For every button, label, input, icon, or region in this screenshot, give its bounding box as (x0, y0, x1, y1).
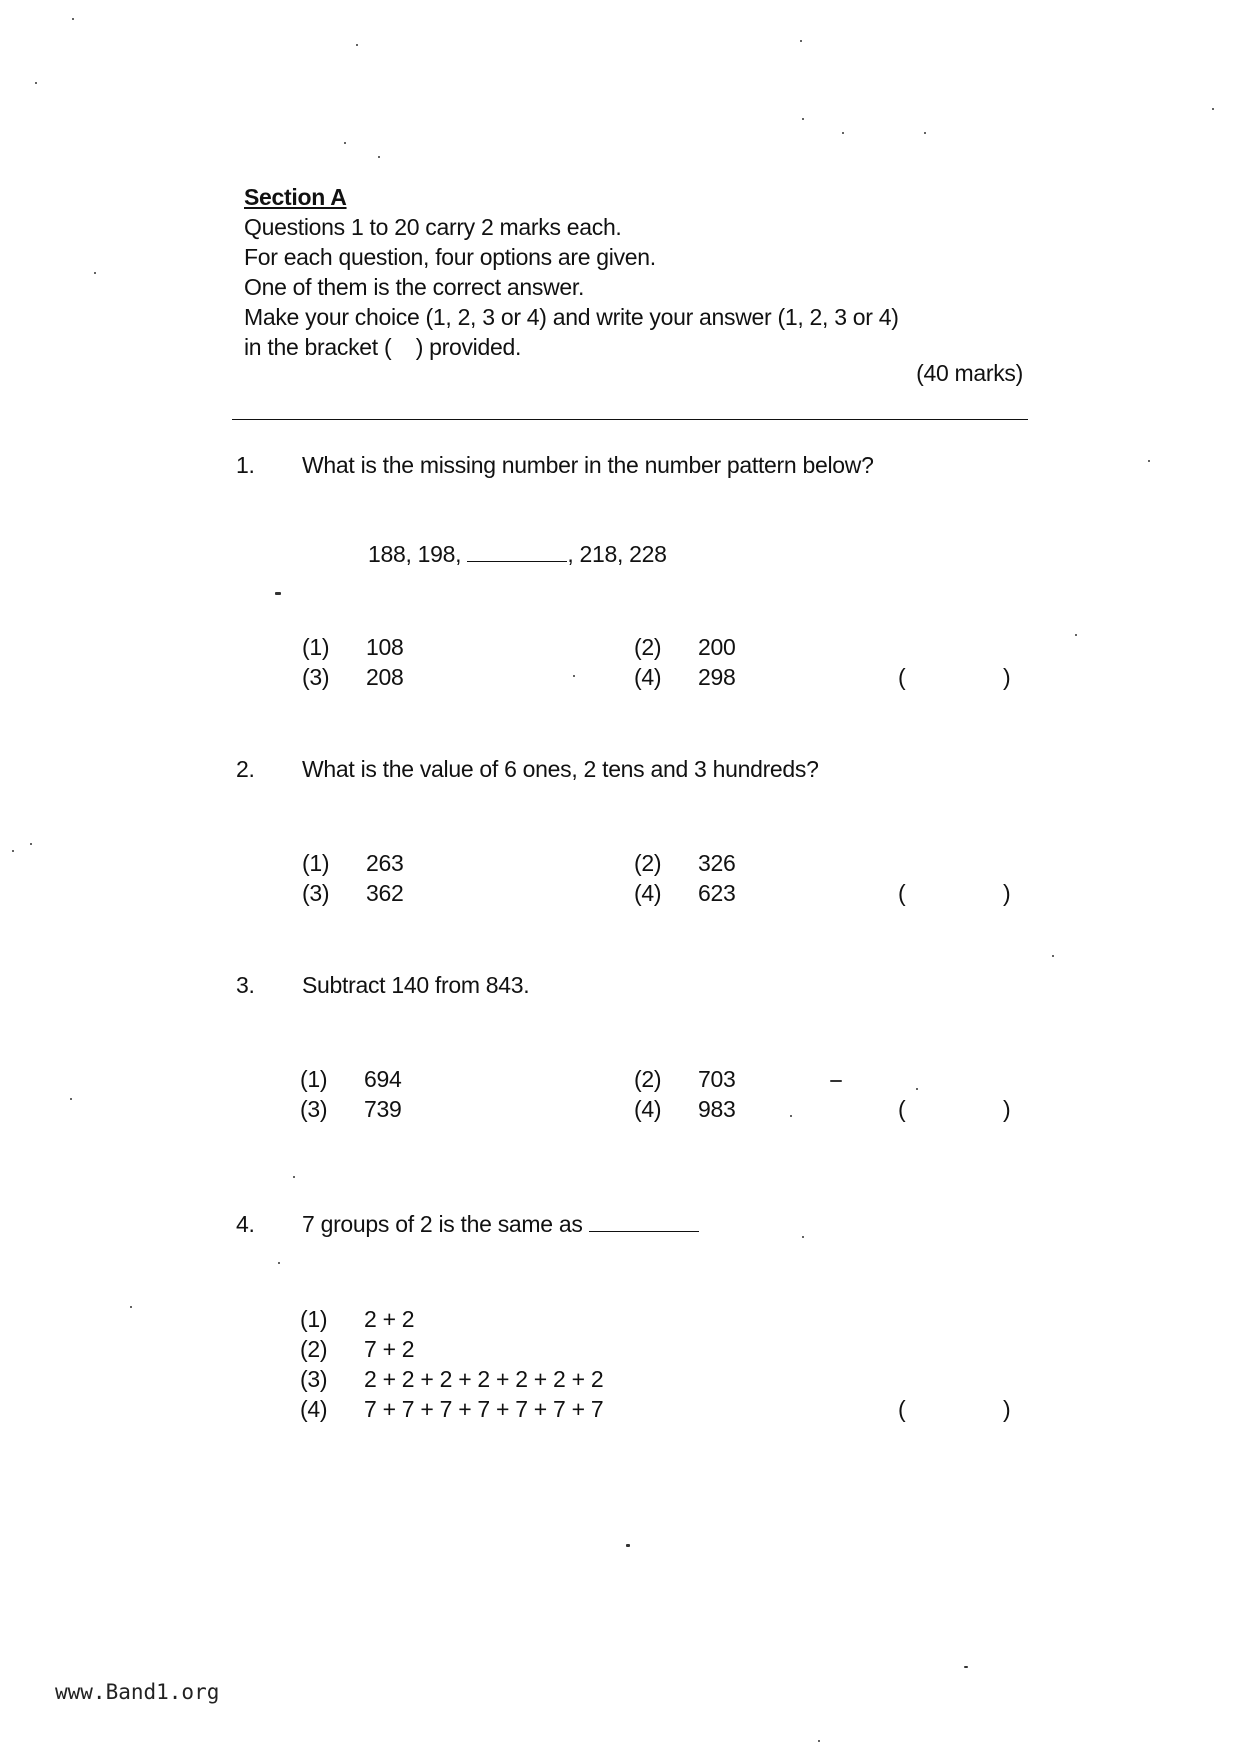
number-pattern (368, 541, 667, 568)
instruction-line: One of them is the correct answer. (244, 274, 585, 300)
scan-speck (293, 1176, 295, 1178)
scan-speck (800, 40, 802, 42)
option (634, 850, 735, 877)
option-label: (4) (634, 664, 662, 690)
option (302, 880, 403, 907)
pattern-start: 188, 198, (368, 541, 462, 567)
option-label: (1) (300, 1066, 328, 1092)
section-instructions (244, 182, 1024, 362)
option-label: (4) (300, 1396, 328, 1422)
scan-speck (818, 1740, 820, 1742)
option-value: 326 (698, 850, 736, 876)
question-number: 2. (236, 756, 255, 782)
option-value: 623 (698, 880, 736, 906)
question-text: What is the missing number in the number pattern below? (302, 452, 874, 478)
scan-speck (278, 1262, 280, 1264)
scan-speck (916, 1088, 918, 1090)
pattern-end: , 218, 228 (567, 541, 667, 567)
section-title: Section A (244, 184, 347, 210)
scan-speck (964, 1666, 968, 1668)
option-value: 298 (698, 664, 736, 690)
scan-speck (70, 1098, 72, 1100)
option-label: (3) (302, 664, 330, 690)
answer-bracket-close[interactable]: ) (1003, 880, 1011, 906)
question-text: Subtract 140 from 843. (302, 972, 530, 998)
option-value: 108 (366, 634, 404, 660)
option (634, 1096, 735, 1123)
question-text: What is the value of 6 ones, 2 tens and 3 hundreds? (302, 756, 819, 782)
option (300, 1306, 414, 1333)
answer-bracket-close[interactable]: ) (1003, 1096, 1011, 1122)
answer-bracket-open[interactable]: ( (898, 1396, 906, 1422)
answer-bracket-close[interactable]: ) (1003, 664, 1011, 690)
scan-speck (924, 132, 926, 134)
scan-speck (830, 1080, 842, 1082)
answer-blank[interactable] (467, 541, 567, 562)
option-value: 2 + 2 (364, 1306, 415, 1332)
scan-speck (130, 1306, 132, 1308)
answer-bracket-close[interactable]: ) (1003, 1396, 1011, 1422)
question-number: 1. (236, 452, 255, 478)
option-value: 200 (698, 634, 736, 660)
option (634, 634, 735, 661)
answer-blank[interactable] (589, 1211, 699, 1232)
instruction-line: Make your choice (1, 2, 3 or 4) and write your answer (1, 2, 3 or 4) (244, 304, 899, 330)
option (300, 1336, 414, 1363)
option-label: (3) (300, 1096, 328, 1122)
option-value: 2 + 2 + 2 + 2 + 2 + 2 + 2 (364, 1366, 604, 1392)
option-label: (2) (634, 634, 662, 660)
option-label: (2) (634, 1066, 662, 1092)
option-value: 983 (698, 1096, 736, 1122)
scan-speck (1075, 634, 1077, 636)
answer-bracket-open[interactable]: ( (898, 880, 906, 906)
option-label: (3) (302, 880, 330, 906)
scan-speck (802, 118, 804, 120)
instruction-line: Questions 1 to 20 carry 2 marks each. (244, 214, 622, 240)
scan-speck (12, 850, 14, 852)
option (634, 880, 735, 907)
scan-speck (1212, 108, 1214, 110)
scan-speck (842, 132, 844, 134)
answer-bracket-open[interactable]: ( (898, 1096, 906, 1122)
instruction-line: in the bracket ( ) provided. (244, 334, 522, 360)
option (634, 1066, 735, 1093)
scan-speck (94, 272, 96, 274)
scan-speck (1148, 460, 1150, 462)
scan-speck (378, 156, 380, 158)
option (300, 1096, 401, 1123)
option-label: (1) (302, 634, 330, 660)
option (302, 850, 403, 877)
option-label: (4) (634, 880, 662, 906)
option-label: (2) (300, 1336, 328, 1362)
option (300, 1066, 401, 1093)
option (300, 1366, 603, 1393)
total-marks: (40 marks) (916, 360, 1023, 386)
question-number: 4. (236, 1211, 255, 1237)
scan-speck (35, 82, 37, 84)
footer-site-link[interactable]: www.Band1.org (55, 1680, 220, 1704)
scan-speck (626, 1544, 630, 1547)
scan-speck (275, 592, 281, 595)
section-divider (232, 419, 1028, 420)
answer-bracket-open[interactable]: ( (898, 664, 906, 690)
question-number: 3. (236, 972, 255, 998)
scan-speck (356, 44, 358, 46)
option-value: 208 (366, 664, 404, 690)
scan-speck (790, 1115, 792, 1117)
option-label: (4) (634, 1096, 662, 1122)
option-value: 362 (366, 880, 404, 906)
option-label: (1) (302, 850, 330, 876)
option-value: 263 (366, 850, 404, 876)
option-label: (1) (300, 1306, 328, 1332)
scan-speck (802, 1236, 804, 1238)
option-value: 739 (364, 1096, 402, 1122)
scan-speck (573, 675, 575, 677)
option-value: 7 + 7 + 7 + 7 + 7 + 7 + 7 (364, 1396, 604, 1422)
instruction-line: For each question, four options are given. (244, 244, 656, 270)
question-text (302, 1211, 699, 1238)
option-label: (3) (300, 1366, 328, 1392)
option-label: (2) (634, 850, 662, 876)
option (634, 664, 735, 691)
option-value: 703 (698, 1066, 736, 1092)
scan-speck (1052, 955, 1054, 957)
scan-speck (30, 843, 32, 845)
option-value: 694 (364, 1066, 402, 1092)
option-value: 7 + 2 (364, 1336, 415, 1362)
option (302, 664, 403, 691)
option (302, 634, 403, 661)
option (300, 1396, 603, 1423)
scan-speck (344, 142, 346, 144)
question-text-body: 7 groups of 2 is the same as (302, 1211, 583, 1237)
scan-speck (72, 18, 74, 20)
